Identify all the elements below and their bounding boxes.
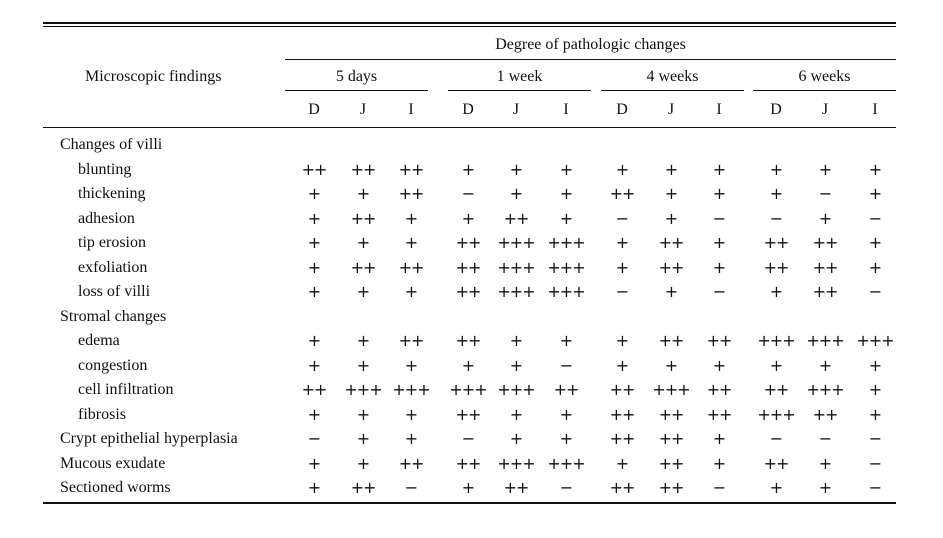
grade-cell: −: [818, 184, 832, 203]
period-header: 1 week: [496, 68, 543, 85]
grade-cell: +: [356, 184, 370, 203]
grade-cell: −: [868, 208, 882, 228]
grade-cell: +: [615, 331, 629, 350]
grade-cell: −: [712, 282, 726, 301]
grade-cell: +++: [449, 380, 487, 399]
grade-cell: +: [615, 453, 629, 473]
grade-cell: ++: [455, 453, 481, 473]
grade-cell: +: [509, 159, 523, 179]
grade-cell: +: [664, 184, 678, 203]
row-label: Sectioned worms: [60, 479, 171, 496]
grade-cell: +++: [497, 257, 535, 277]
grade-cell: +: [664, 208, 678, 228]
grade-cell: +++: [497, 453, 535, 473]
grade-cell: +++: [497, 233, 535, 252]
row-label: congestion: [78, 356, 148, 374]
grade-cell: ++: [812, 233, 838, 252]
grade-cell: +: [559, 159, 573, 179]
grade-cell: +: [509, 429, 523, 448]
grade-cell: ++: [812, 404, 838, 424]
grade-cell: −: [712, 478, 726, 497]
grade-cell: +: [307, 233, 321, 252]
subcol-header: J: [821, 101, 829, 118]
grade-cell: ++: [398, 257, 424, 277]
subcol-header: I: [408, 101, 414, 118]
grade-cell: +: [769, 184, 783, 203]
grade-cell: ++: [398, 453, 424, 473]
grade-cell: +: [559, 184, 573, 203]
grade-cell: −: [615, 282, 629, 301]
grade-cell: ++: [706, 380, 732, 399]
grade-cell: +: [615, 257, 629, 277]
grade-cell: +: [356, 282, 370, 301]
grade-cell: +: [356, 331, 370, 350]
grade-cell: ++: [455, 233, 481, 252]
top-double-rule-2: [43, 26, 896, 27]
grade-cell: +: [509, 355, 523, 375]
grade-cell: +: [615, 233, 629, 252]
grade-cell: +: [307, 257, 321, 277]
grade-cell: ++: [658, 233, 684, 252]
grade-cell: ++: [301, 380, 327, 399]
grade-cell: +: [404, 282, 418, 301]
grade-cell: +++: [652, 380, 690, 399]
grade-cell: +: [664, 159, 678, 179]
row-label: Changes of villi: [60, 136, 163, 153]
subcol-header: D: [770, 101, 782, 118]
grade-cell: ++: [763, 453, 789, 473]
grade-cell: −: [559, 478, 573, 497]
period-header: 5 days: [335, 68, 378, 85]
grade-cell: ++: [658, 429, 684, 448]
grade-cell: +: [307, 404, 321, 424]
grade-cell: +: [559, 331, 573, 350]
grade-cell: +++: [547, 453, 585, 473]
period-rule: [753, 90, 896, 91]
subcol-header: I: [563, 101, 569, 118]
grade-cell: +++: [757, 331, 795, 350]
grade-cell: +: [559, 208, 573, 228]
period-rule: [285, 90, 428, 91]
row-label: thickening: [78, 185, 146, 202]
grade-cell: +++: [806, 331, 844, 350]
grade-cell: +: [712, 233, 726, 252]
grade-cell: ++: [658, 453, 684, 473]
period-rule: [601, 90, 744, 91]
grade-cell: +: [404, 404, 418, 424]
subcol-header: D: [616, 101, 628, 118]
grade-cell: ++: [609, 478, 635, 497]
grade-cell: +: [818, 478, 832, 497]
grade-cell: ++: [350, 159, 376, 179]
grade-cell: +: [664, 355, 678, 375]
grade-cell: +: [615, 355, 629, 375]
grade-cell: −: [769, 208, 783, 228]
grade-cell: ++: [658, 478, 684, 497]
grade-cell: +++: [547, 257, 585, 277]
bottom-rule: [43, 502, 896, 504]
subcol-header: D: [308, 101, 320, 118]
grade-cell: ++: [609, 380, 635, 399]
grade-cell: +: [818, 159, 832, 179]
row-label: exfoliation: [78, 258, 148, 276]
grade-cell: +: [712, 453, 726, 473]
subcol-header: J: [359, 101, 367, 118]
period-rule: [448, 90, 591, 91]
grade-cell: +++: [497, 282, 535, 301]
grade-cell: +: [356, 233, 370, 252]
grade-cell: +: [712, 355, 726, 375]
grade-cell: +: [509, 404, 523, 424]
grade-cell: −: [868, 453, 882, 473]
grade-cell: ++: [658, 404, 684, 424]
grade-cell: +: [769, 355, 783, 375]
row-label: loss of villi: [78, 283, 151, 300]
grade-cell: +: [461, 208, 475, 228]
grade-cell: +: [461, 159, 475, 179]
grade-cell: ++: [658, 257, 684, 277]
grade-cell: +: [307, 184, 321, 203]
grade-cell: +: [712, 429, 726, 448]
grade-cell: +: [818, 208, 832, 228]
grade-cell: +++: [547, 233, 585, 252]
grade-cell: ++: [455, 404, 481, 424]
grade-cell: +: [404, 355, 418, 375]
grade-cell: +: [559, 404, 573, 424]
grade-cell: +++: [757, 404, 795, 424]
grade-cell: +: [509, 331, 523, 350]
grade-cell: +++: [344, 380, 382, 399]
grade-cell: +: [559, 429, 573, 448]
grade-cell: +: [461, 355, 475, 375]
grade-cell: ++: [503, 478, 529, 497]
grade-cell: +: [461, 478, 475, 497]
grade-cell: −: [868, 282, 882, 301]
row-label: edema: [78, 332, 120, 349]
row-label: tip erosion: [78, 234, 146, 251]
stub-header: Microscopic findings: [85, 68, 222, 85]
grade-cell: ++: [455, 282, 481, 301]
grade-cell: −: [461, 184, 475, 203]
subcol-header: I: [716, 101, 722, 118]
grade-cell: −: [461, 429, 475, 448]
grade-cell: +: [818, 453, 832, 473]
top-double-rule-1: [43, 22, 896, 24]
grade-cell: −: [307, 429, 321, 448]
grade-cell: +: [712, 159, 726, 179]
period-header: 4 weeks: [646, 68, 699, 85]
grade-cell: +: [818, 355, 832, 375]
grade-cell: ++: [398, 159, 424, 179]
grade-cell: ++: [455, 331, 481, 350]
grade-cell: ++: [812, 257, 838, 277]
grade-cell: −: [615, 208, 629, 228]
grade-cell: ++: [812, 282, 838, 301]
grade-cell: +: [769, 282, 783, 301]
grade-cell: ++: [763, 257, 789, 277]
grade-cell: +: [404, 429, 418, 448]
grade-cell: ++: [350, 257, 376, 277]
grade-cell: +: [356, 429, 370, 448]
grade-cell: +: [307, 478, 321, 497]
grade-cell: +: [356, 355, 370, 375]
grade-cell: +++: [547, 282, 585, 301]
grade-cell: −: [868, 478, 882, 497]
span-header: Degree of pathologic changes: [495, 36, 686, 53]
header-bottom-rule: [43, 127, 896, 128]
grade-cell: −: [712, 208, 726, 228]
grade-cell: +: [307, 208, 321, 228]
grade-cell: ++: [350, 478, 376, 497]
grade-cell: +: [868, 159, 882, 179]
row-label: Crypt epithelial hyperplasia: [60, 430, 238, 447]
grade-cell: +: [356, 404, 370, 424]
grade-cell: ++: [398, 184, 424, 203]
grade-cell: ++: [398, 331, 424, 350]
grade-cell: ++: [350, 208, 376, 228]
subcol-header: D: [462, 101, 474, 118]
grade-cell: +: [307, 355, 321, 375]
row-label: adhesion: [78, 209, 135, 227]
grade-cell: +: [868, 355, 882, 375]
grade-cell: +: [307, 453, 321, 473]
grade-cell: +: [664, 282, 678, 301]
grade-cell: +: [868, 380, 882, 399]
grade-cell: +: [307, 331, 321, 350]
subcol-header: I: [872, 101, 878, 118]
grade-cell: +: [868, 184, 882, 203]
row-label: Mucous exudate: [60, 454, 166, 472]
grade-cell: +: [712, 257, 726, 277]
grade-cell: ++: [503, 208, 529, 228]
subcol-header: J: [512, 101, 520, 118]
grade-cell: ++: [609, 184, 635, 203]
grade-cell: +++: [497, 380, 535, 399]
grade-cell: ++: [706, 404, 732, 424]
row-label: fibrosis: [78, 405, 126, 423]
grade-cell: ++: [609, 404, 635, 424]
grade-cell: −: [818, 429, 832, 448]
grade-cell: ++: [553, 380, 579, 399]
grade-cell: −: [559, 355, 573, 375]
grade-cell: ++: [763, 233, 789, 252]
grade-cell: +: [509, 184, 523, 203]
grade-cell: ++: [609, 429, 635, 448]
row-label: blunting: [78, 160, 132, 178]
grade-cell: +: [868, 404, 882, 424]
grade-cell: +: [868, 257, 882, 277]
period-header: 6 weeks: [798, 68, 851, 85]
grade-cell: −: [404, 478, 418, 497]
grade-cell: ++: [763, 380, 789, 399]
grade-cell: ++: [455, 257, 481, 277]
grade-cell: +: [868, 233, 882, 252]
grade-cell: +: [404, 233, 418, 252]
grade-cell: ++: [706, 331, 732, 350]
span-header-rule: [285, 59, 896, 60]
grade-cell: +: [404, 208, 418, 228]
row-label: cell infiltration: [78, 381, 174, 398]
grade-cell: ++: [658, 331, 684, 350]
grade-cell: +++: [856, 331, 894, 350]
grade-cell: +: [615, 159, 629, 179]
row-label: Stromal changes: [60, 307, 167, 325]
grade-cell: +++: [806, 380, 844, 399]
grade-cell: +: [356, 453, 370, 473]
grade-cell: +: [769, 159, 783, 179]
grade-cell: +++: [392, 380, 430, 399]
grade-cell: ++: [301, 159, 327, 179]
subcol-header: J: [667, 101, 675, 118]
grade-cell: +: [712, 184, 726, 203]
grade-cell: −: [868, 429, 882, 448]
grade-cell: +: [307, 282, 321, 301]
grade-cell: +: [769, 478, 783, 497]
grade-cell: −: [769, 429, 783, 448]
